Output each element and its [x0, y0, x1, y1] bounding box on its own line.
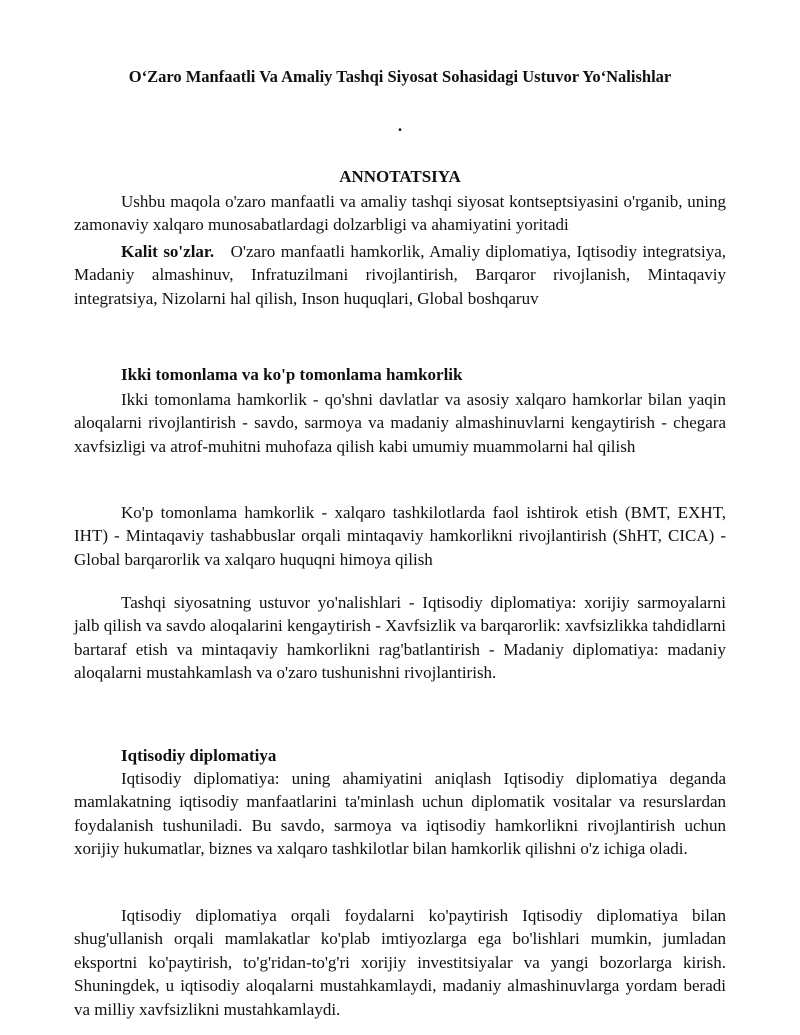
paragraph-economic-definition: Iqtisodiy diplomatiya: uning ahamiyatini aniqlash Iqtisodiy diplomatiya deganda mamlakatning iqtisodiy manfaatlarini ta'minlash uchun diplomatik vositalar va resurslardan foydalanish tushuniladi. Bu savdo, sarmoya va iqtisodiy hamkorlikni rivojlantirish uchun xorijiy hukumatlar, biznes va xalqaro tashkilotlar bilan hamkorlik qilishni o'z ichiga oladi.: [74, 769, 726, 859]
paragraph-economic-benefits: Iqtisodiy diplomatiya orqali foydalarni ko'paytirish Iqtisodiy diplomatiya bilan shug'ullanish orqali mamlakatlar ko'plab imtiyozlarga ega bo'lishlari mumkin, jumladan eksportni ko'paytirish, to'g'ridan-to'g'ri xorijiy investitsiyalar va yangi bozorlarga kirish. Shuningdek, u iqtisodiy aloqalarni mustahkamlaydi, madaniy almashinuvlarga yordam beradi va milliy xavfsizlikni mustahkamlaydi.: [74, 906, 726, 1019]
annotation-heading: ANNOTATSIYA: [339, 167, 461, 186]
title-dot: .: [397, 116, 403, 135]
paragraph-priorities: Tashqi siyosatning ustuvor yo'nalishlari - Iqtisodiy diplomatiya: xorijiy sarmoyalarni jalb qilish va savdo aloqalarini kengaytirish - Xavfsizlik va barqarorlik: xavfsizlikka tahdidlarni bartaraf etish va mintaqaviy hamkorlikni rag'batlantirish - Madaniy diplomatiya: madaniy aloqalarni mustahkamlash va o'zaro tushunishni rivojlantirish.: [74, 593, 726, 683]
keywords-label: Kalit so'zlar.: [121, 242, 215, 261]
paragraph-multilateral: Ko'p tomonlama hamkorlik - xalqaro tashkilotlarda faol ishtirok etish (BMT, EXHT, IHT) - Mintaqaviy tashabbuslar orqali mintaqaviy hamkorlikni rivojlantirish (ShHT, CICA) - Global barqarorlik va xalqaro huquqni himoya qilish: [74, 503, 726, 569]
section-heading-cooperation: Ikki tomonlama va ko'p tomonlama hamkorlik: [121, 365, 463, 384]
document-title: O‘Zaro Manfaatli Va Amaliy Tashqi Siyosat Sohasidagi Ustuvor Yo‘Nalishlar: [128, 67, 672, 86]
section-heading-economic-diplomacy: Iqtisodiy diplomatiya: [121, 746, 277, 765]
paragraph-bilateral: Ikki tomonlama hamkorlik - qo'shni davlatlar va asosiy xalqaro hamkorlar bilan yaqin aloqalarni rivojlantirish - savdo, sarmoya va madaniy almashinuvlarni kengaytirish - chegara xavfsizligi va atrof-muhitni muhofaza qilish kabi umumiy muammolarni hal qilish: [74, 390, 726, 456]
keywords-list: O'zaro manfaatli hamkorlik, Amaliy diplomatiya, Iqtisodiy integratsiya, Madaniy almashinuv, Infratuzilmani rivojlantirish, Barqaror rivojlanish, Mintaqaviy integratsiya, Nizolarni hal qilish, Inson huquqlari, Global boshqaruv: [74, 242, 726, 308]
keywords-paragraph: [74, 240, 726, 310]
annotation-paragraph: Ushbu maqola o'zaro manfaatli va amaliy tashqi siyosat kontseptsiyasini o'rganib, uning zamonaviy xalqaro munosabatlardagi dolzarbligi va ahamiyatini yoritadi: [74, 192, 726, 235]
